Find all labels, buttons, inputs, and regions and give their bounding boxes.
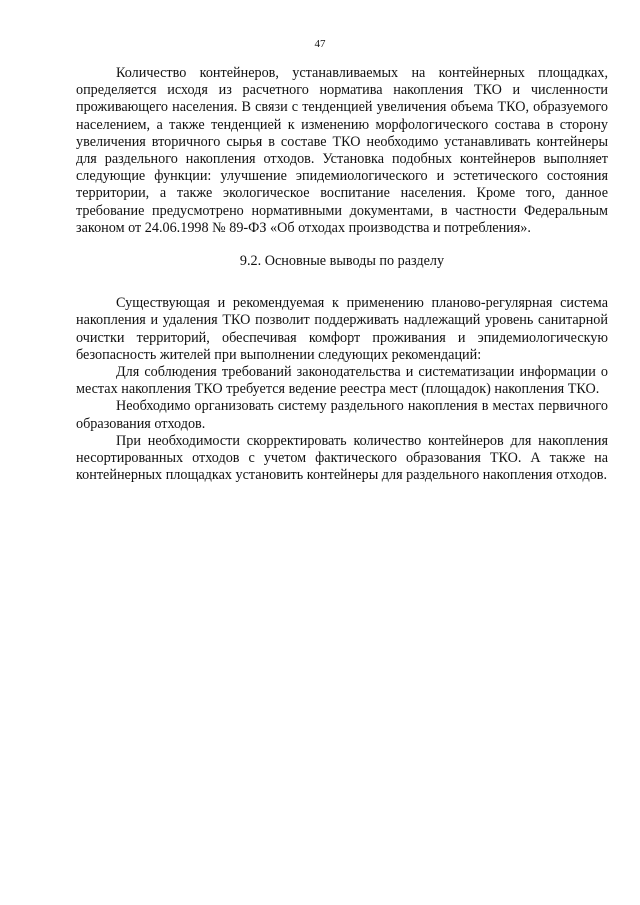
section-heading: 9.2. Основные выводы по разделу <box>239 253 445 270</box>
page-number: 47 <box>314 38 326 50</box>
body-paragraph: Для соблюдения требований законодательства и систематизации информации о местах накопления ТКО требуется ведение реестра мест (площадок) накопления ТКО. <box>76 364 608 398</box>
document-body <box>76 65 608 484</box>
body-paragraph: Существующая и рекомендуемая к применению планово-регулярная система накопления и удаления ТКО позволит поддерживать надлежащий уровень санитарной очистки территорий, обеспечивая комфорт проживания и эпидемиологическую безопасность жителей при выполнении следующих рекомендаций: <box>76 295 608 363</box>
body-paragraph: Необходимо организовать систему раздельного накопления в местах первичного образования отходов. <box>76 398 608 432</box>
body-paragraph: Количество контейнеров, устанавливаемых на контейнерных площадках, определяется исходя из расчетного норматива накопления ТКО и численности проживающего населения. В связи с тенденцией увеличения объема ТКО, образуемого населением, а также тенденцией к изменению морфологического состава в сторону увеличения вторичного сырья в составе ТКО необходимо устанавливать контейнеры для раздельного накопления отходов. Установка подобных контейнеров выполняет следующие функции: улучшение эпидемиологического и эстетического состояния территории, а также экологическое воспитание населения. Кроме того, данное требование предусмотрено нормативными документами, в частности Федеральным законом от 24.06.1998 № 89-ФЗ «Об отходах производства и потребления». <box>76 65 608 236</box>
body-paragraph: При необходимости скорректировать количество контейнеров для накопления несортированных отходов с учетом фактического образования ТКО. А также на контейнерных площадках установить контейнеры для раздельного накопления отходов. <box>76 432 608 484</box>
